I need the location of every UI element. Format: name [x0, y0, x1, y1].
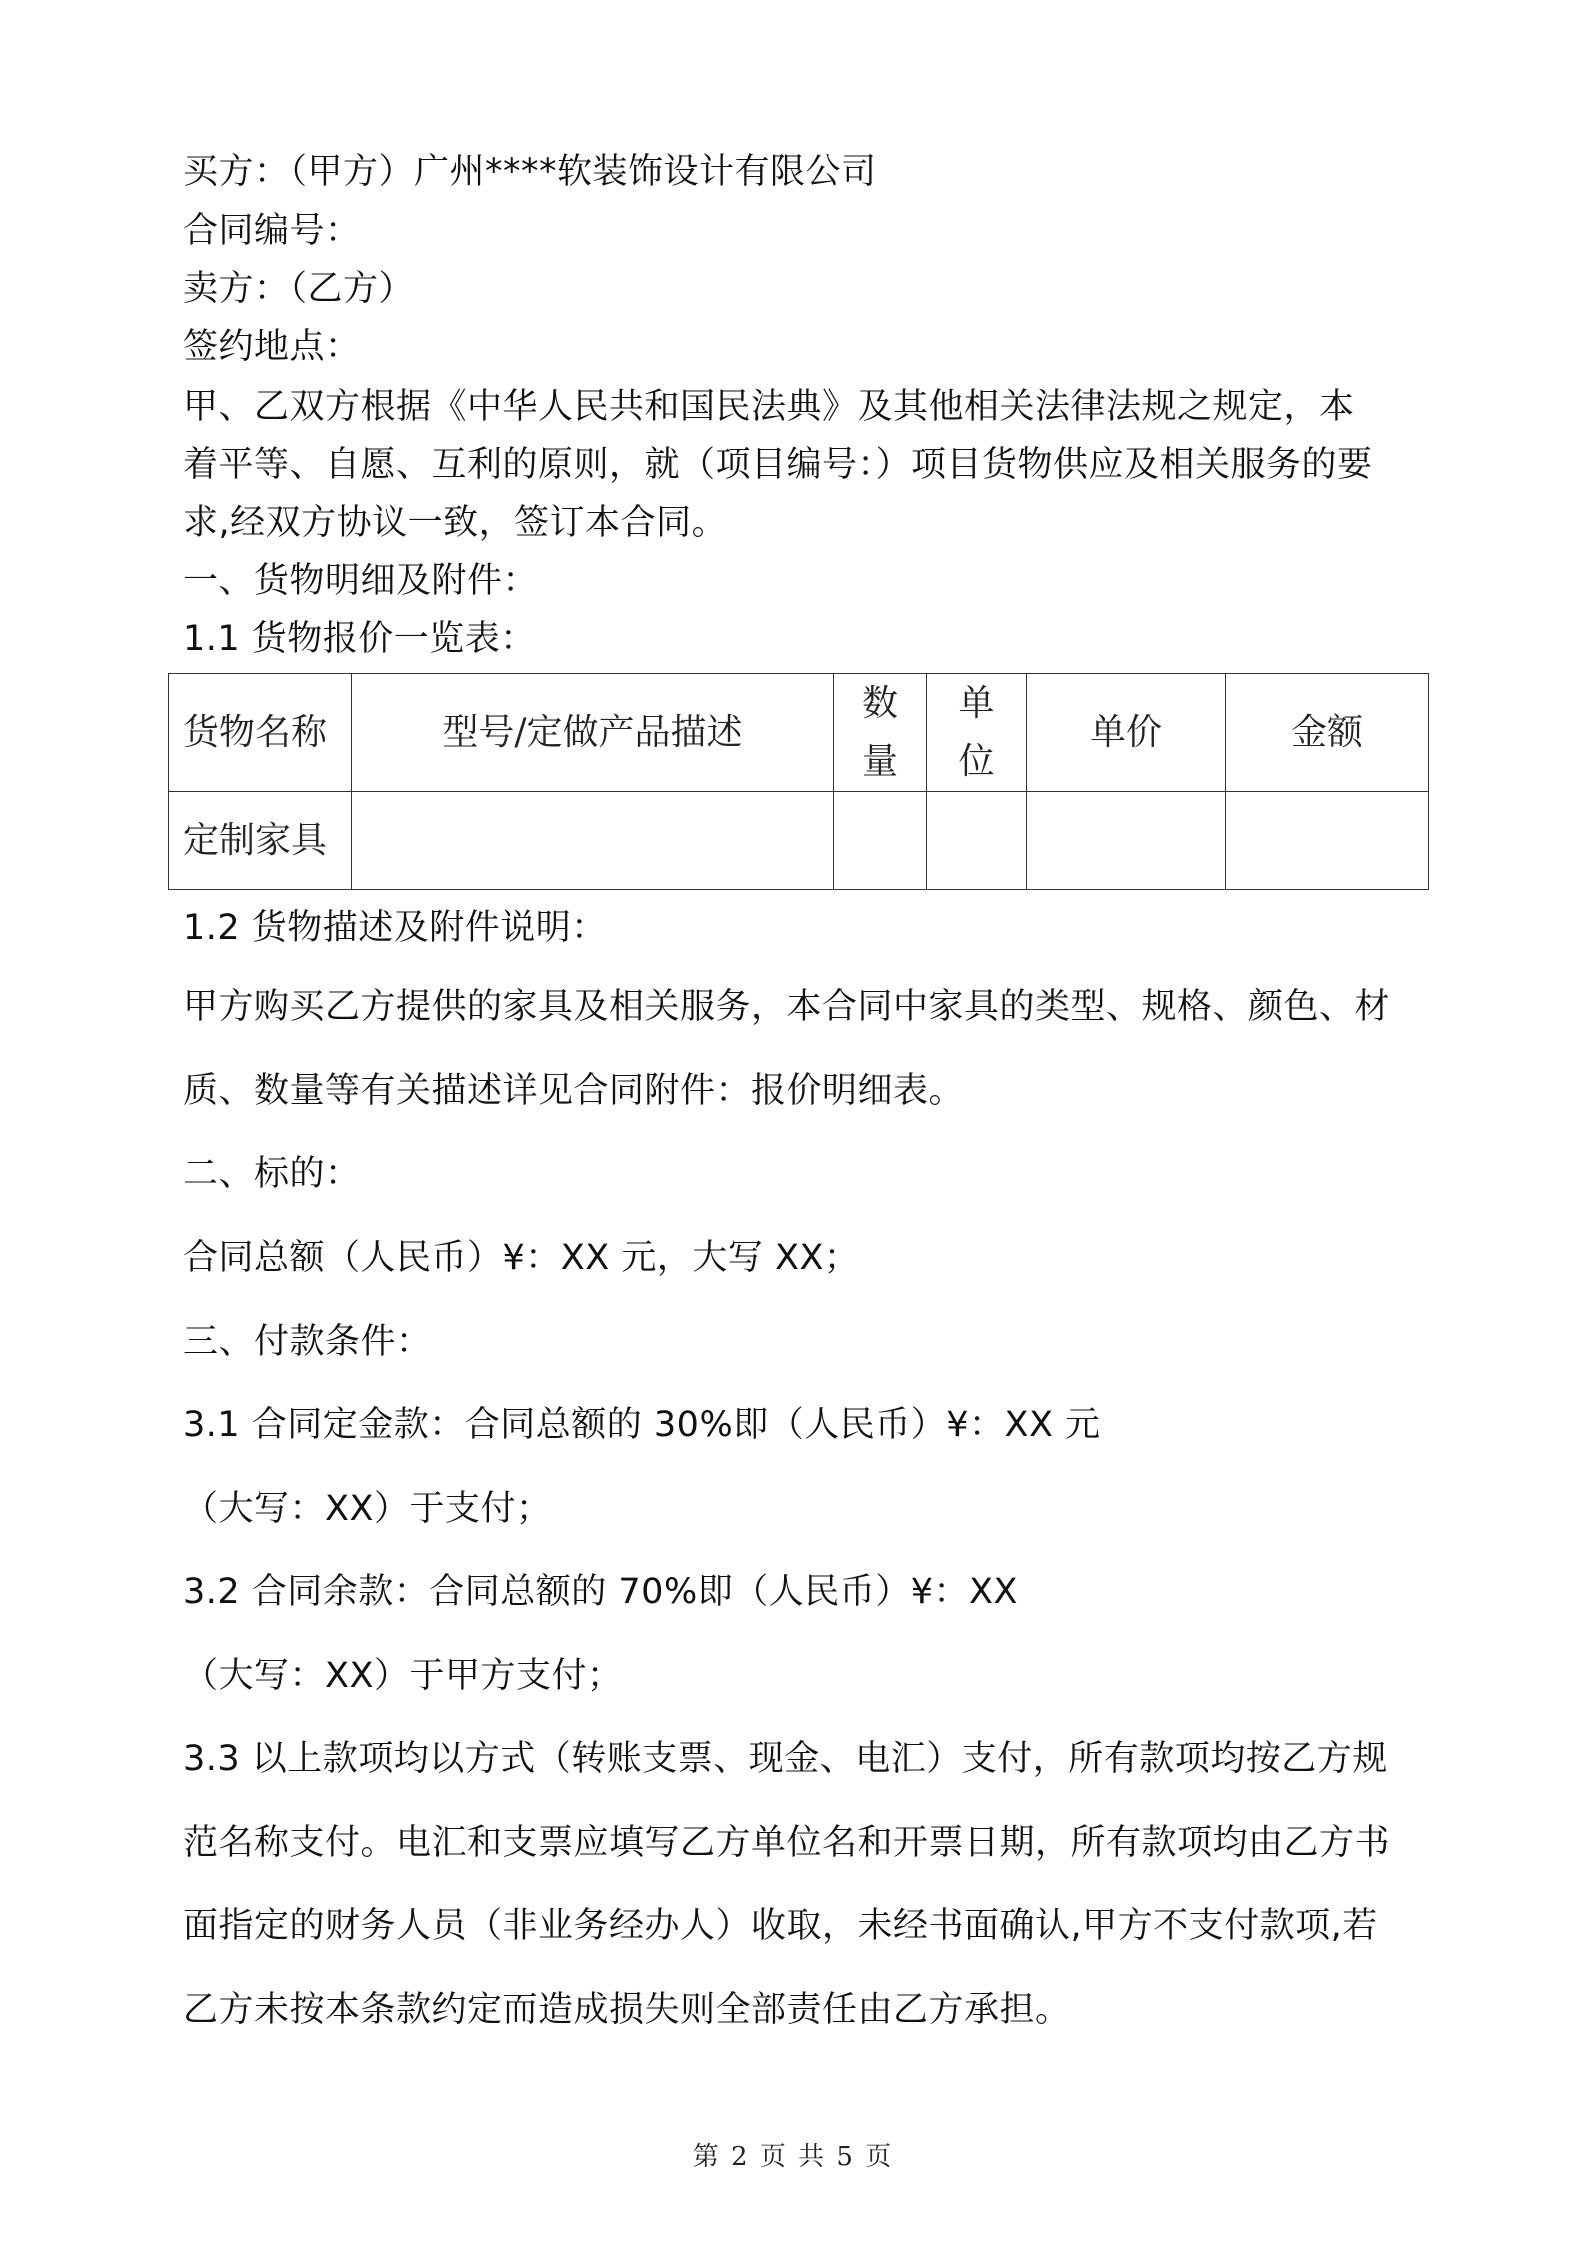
cell-quantity: [834, 792, 927, 890]
intro-line-2: 着平等、自愿、互利的原则，就（项目编号：）项目货物供应及相关服务的要: [183, 445, 1373, 485]
clause-3-3-line-3: 面指定的财务人员（非业务经办人）收取，未经书面确认,甲方不支付款项,若: [183, 1906, 1378, 1946]
cell-amount: [1226, 792, 1429, 890]
page-number-footer: 第 2 页 共 5 页: [692, 2142, 894, 2172]
header-cell-quantity: [834, 674, 927, 792]
section-1-2-title: 1.2 货物描述及附件说明：: [183, 908, 607, 948]
clause-3-2-line-2: （大写：XX）于甲方支付；: [183, 1656, 623, 1696]
seller-line: 卖方：（乙方）: [183, 269, 415, 309]
table-header-row: [169, 674, 1429, 792]
cell-model-description: [352, 792, 834, 890]
buyer-line: 买方：（甲方）广州****软装饰设计有限公司: [183, 152, 877, 192]
header-cell-goods-name: 货物名称: [169, 674, 352, 792]
intro-line-1: 甲、乙双方根据《中华人民共和国民法典》及其他相关法律法规之规定，本: [183, 387, 1355, 427]
contract-total-amount: 合同总额（人民币）¥：XX 元，大写 XX；: [183, 1238, 860, 1278]
header-unit-text: 单位: [958, 682, 995, 782]
section-2-title: 二、标的：: [183, 1154, 361, 1194]
goods-description-line-1: 甲方购买乙方提供的家具及相关服务，本合同中家具的类型、规格、颜色、材: [183, 987, 1391, 1027]
header-cell-unit: [927, 674, 1027, 792]
cell-unit-price: [1027, 792, 1226, 890]
clause-3-2-line-1: 3.2 合同余款：合同总额的 70%即（人民币）¥：XX: [183, 1572, 1018, 1612]
clause-3-1-line-1: 3.1 合同定金款：合同总额的 30%即（人民币）¥：XX 元: [183, 1405, 1101, 1445]
goods-description-line-2: 质、数量等有关描述详见合同附件：报价明细表。: [183, 1071, 965, 1111]
section-3-title: 三、付款条件：: [183, 1322, 432, 1362]
header-cell-model-description: 型号/定做产品描述: [352, 674, 834, 792]
table-row: [169, 792, 1429, 890]
clause-3-3-line-2: 范名称支付。电汇和支票应填写乙方单位名和开票日期，所有款项均由乙方书: [183, 1823, 1391, 1863]
contract-number-line: 合同编号：: [183, 211, 361, 251]
cell-unit: [927, 792, 1027, 890]
goods-quote-table: [168, 673, 1429, 890]
clause-3-3-line-1: 3.3 以上款项均以方式（转账支票、现金、电汇）支付，所有款项均按乙方规: [183, 1739, 1388, 1779]
header-cell-amount: 金额: [1226, 674, 1429, 792]
clause-3-1-line-2: （大写：XX）于支付；: [183, 1489, 552, 1529]
section-1-title: 一、货物明细及附件：: [183, 561, 539, 601]
sign-place-line: 签约地点：: [183, 327, 361, 367]
header-quantity-text: 数量: [861, 682, 898, 782]
header-cell-unit-price: 单价: [1027, 674, 1226, 792]
intro-line-3: 求,经双方协议一致，签订本合同。: [183, 503, 728, 543]
clause-3-3-line-4: 乙方未按本条款约定而造成损失则全部责任由乙方承担。: [183, 1990, 1071, 2030]
cell-goods-name: 定制家具: [169, 792, 352, 890]
section-1-1-title: 1.1 货物报价一览表：: [183, 619, 536, 659]
